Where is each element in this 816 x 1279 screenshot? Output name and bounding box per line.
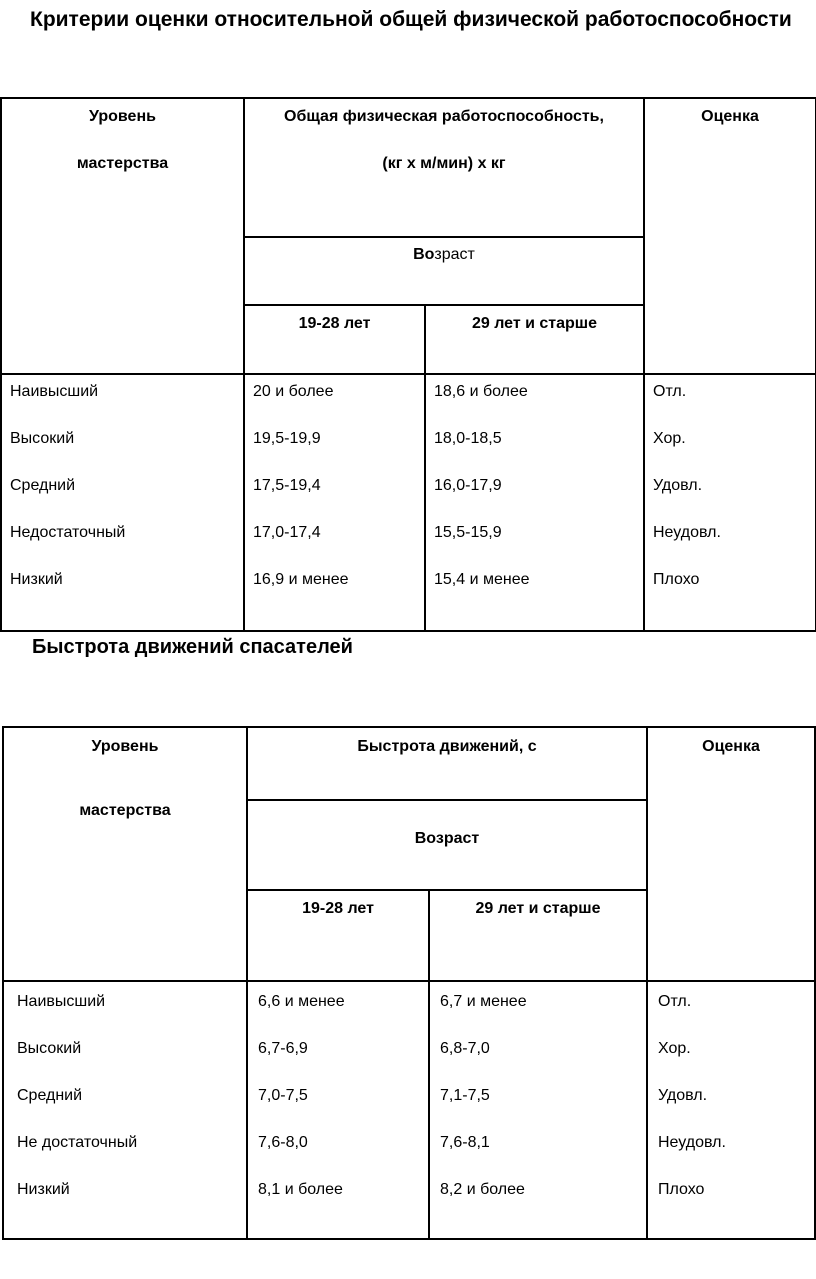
- level-cell: Средний: [10, 477, 76, 494]
- header-measure: Общая физическая работоспособность, (кг х м/мин) х кг: [244, 98, 644, 237]
- grade-cell: Отл.: [658, 993, 692, 1010]
- level-cell: Наивысший: [17, 993, 106, 1010]
- level-cell: Высокий: [17, 1040, 82, 1057]
- value-cell: 8,2 и более: [440, 1181, 525, 1198]
- level-cell: Недостаточный: [10, 524, 126, 541]
- grades-column: [644, 374, 816, 631]
- value-cell: 20 и более: [253, 383, 334, 400]
- level-cell: Средний: [17, 1087, 83, 1104]
- grade-cell: Плохо: [653, 571, 700, 588]
- old-column: [425, 374, 644, 631]
- header-age: Возраст: [247, 800, 647, 890]
- value-cell: 7,6-8,1: [440, 1134, 490, 1151]
- young-column: [247, 981, 429, 1239]
- section1-title: Критерии оценки относительной общей физической работоспособности: [30, 8, 792, 31]
- level-cell: Высокий: [10, 430, 75, 447]
- header-age-old: 29 лет и старше: [429, 890, 647, 981]
- grade-cell: Удовл.: [653, 477, 703, 494]
- value-cell: 6,7 и менее: [440, 993, 527, 1010]
- levels-column: [1, 374, 244, 631]
- grade-cell: Хор.: [658, 1040, 691, 1057]
- value-cell: 7,0-7,5: [258, 1087, 308, 1104]
- grade-cell: Плохо: [658, 1181, 705, 1198]
- level-cell: Низкий: [17, 1181, 70, 1198]
- value-cell: 7,6-8,0: [258, 1134, 308, 1151]
- value-cell: 17,5-19,4: [253, 477, 321, 494]
- grade-cell: Хор.: [653, 430, 686, 447]
- value-cell: 15,4 и менее: [434, 571, 530, 588]
- value-cell: 15,5-15,9: [434, 524, 502, 541]
- value-cell: 18,0-18,5: [434, 430, 502, 447]
- header-age-young: 19-28 лет: [244, 305, 425, 374]
- value-cell: 16,9 и менее: [253, 571, 349, 588]
- value-cell: 8,1 и более: [258, 1181, 343, 1198]
- movement-speed-table: [2, 726, 816, 1240]
- header-level: Уровень мастерства: [3, 727, 247, 981]
- header-age-young: 19-28 лет: [247, 890, 429, 981]
- grades-column: [647, 981, 815, 1239]
- grade-cell: Отл.: [653, 383, 687, 400]
- header-age: Возраст: [244, 237, 644, 305]
- value-cell: 7,1-7,5: [440, 1087, 490, 1104]
- old-column: [429, 981, 647, 1239]
- value-cell: 6,7-6,9: [258, 1040, 308, 1057]
- value-cell: 19,5-19,9: [253, 430, 321, 447]
- level-cell: Наивысший: [10, 383, 99, 400]
- grade-cell: Неудовл.: [658, 1134, 726, 1151]
- header-age-old: 29 лет и старше: [425, 305, 644, 374]
- section2-title: Быстрота движений спасателей: [32, 636, 353, 658]
- header-grade: Оценка: [644, 98, 816, 374]
- work-capacity-table: [0, 97, 816, 632]
- young-column: [244, 374, 425, 631]
- value-cell: 17,0-17,4: [253, 524, 321, 541]
- header-level: Уровень мастерства: [1, 98, 244, 374]
- value-cell: 6,8-7,0: [440, 1040, 490, 1057]
- value-cell: 6,6 и менее: [258, 993, 345, 1010]
- value-cell: 18,6 и более: [434, 383, 528, 400]
- level-cell: Не достаточный: [17, 1134, 138, 1151]
- value-cell: 16,0-17,9: [434, 477, 502, 494]
- grade-cell: Удовл.: [658, 1087, 708, 1104]
- level-cell: Низкий: [10, 571, 63, 588]
- header-age-text: зраст: [434, 246, 475, 263]
- header-measure: Быстрота движений, с: [247, 727, 647, 800]
- header-grade: Оценка: [647, 727, 815, 981]
- grade-cell: Неудовл.: [653, 524, 721, 541]
- levels-column: [3, 981, 247, 1239]
